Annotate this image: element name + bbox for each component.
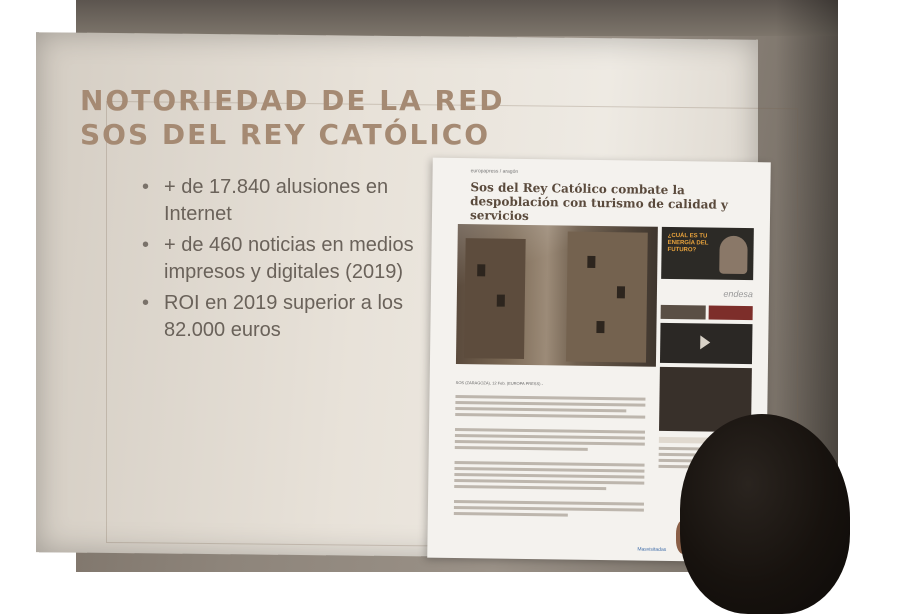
- audience-head: [680, 414, 850, 614]
- slide-title: [80, 84, 504, 152]
- bullet-text: + de 460 noticias en medios impresos y digitales (2019): [164, 234, 414, 283]
- thumbnail-row: [661, 305, 753, 320]
- brand-logo: endesa: [723, 289, 753, 299]
- window-shape: [596, 321, 604, 333]
- bullet-item: [140, 290, 445, 344]
- text-line: [455, 446, 588, 451]
- window-shape: [497, 295, 505, 307]
- window-shape: [477, 264, 485, 276]
- person-icon: [719, 236, 748, 274]
- text-line: [454, 473, 644, 479]
- bullet-list: [140, 174, 445, 348]
- projection-wall: [76, 0, 838, 36]
- ad-text: ¿CUÁL ES TU ENERGÍA DEL FUTURO?: [667, 233, 717, 255]
- thumbnail: [661, 305, 706, 320]
- text-line: [455, 440, 645, 446]
- text-line: [454, 485, 606, 490]
- text-line: [454, 500, 644, 506]
- play-icon: [700, 335, 710, 349]
- text-line: [454, 512, 568, 517]
- text-line: [455, 395, 645, 401]
- bullet-text: ROI en 2019 superior a los 82.000 euros: [164, 292, 403, 341]
- article-dateline: SOS (ZARAGOZA), 12 Feb. (EUROPA PRESS) -: [456, 380, 646, 389]
- bullet-dot-icon: •: [142, 174, 149, 201]
- bullet-item: [140, 174, 445, 228]
- text-line: [454, 479, 644, 485]
- window-shape: [587, 256, 595, 268]
- slide-title-line: NOTORIEDAD DE LA RED: [80, 84, 504, 118]
- bullet-item: [140, 232, 445, 286]
- text-line: [454, 506, 644, 512]
- text-line: [455, 461, 645, 467]
- text-line: [455, 428, 645, 434]
- thumbnail: [708, 306, 753, 321]
- footer-link: Masvisitadas: [637, 547, 666, 553]
- text-line: [454, 467, 644, 473]
- article-body: [454, 380, 646, 521]
- article-headline: Sos del Rey Católico combate la despoblación con turismo de calidad y servicios: [470, 180, 741, 226]
- slide-title-line: SOS DEL REY CATÓLICO: [80, 118, 504, 152]
- article-kicker: europapress / aragón: [471, 168, 519, 175]
- building-shape: [566, 232, 648, 363]
- text-line: [455, 413, 645, 419]
- video-ad: [660, 323, 753, 364]
- energy-ad: [661, 227, 754, 280]
- text-line: [455, 401, 645, 407]
- text-line: [455, 434, 645, 440]
- text-line: [455, 407, 626, 412]
- building-shape: [464, 238, 526, 359]
- window-shape: [617, 286, 625, 298]
- bullet-text: + de 17.840 alusiones en Internet: [164, 176, 388, 225]
- brand-row: [661, 285, 753, 302]
- village-photo: [456, 224, 658, 367]
- bullet-dot-icon: •: [142, 290, 149, 317]
- bullet-dot-icon: •: [142, 232, 149, 259]
